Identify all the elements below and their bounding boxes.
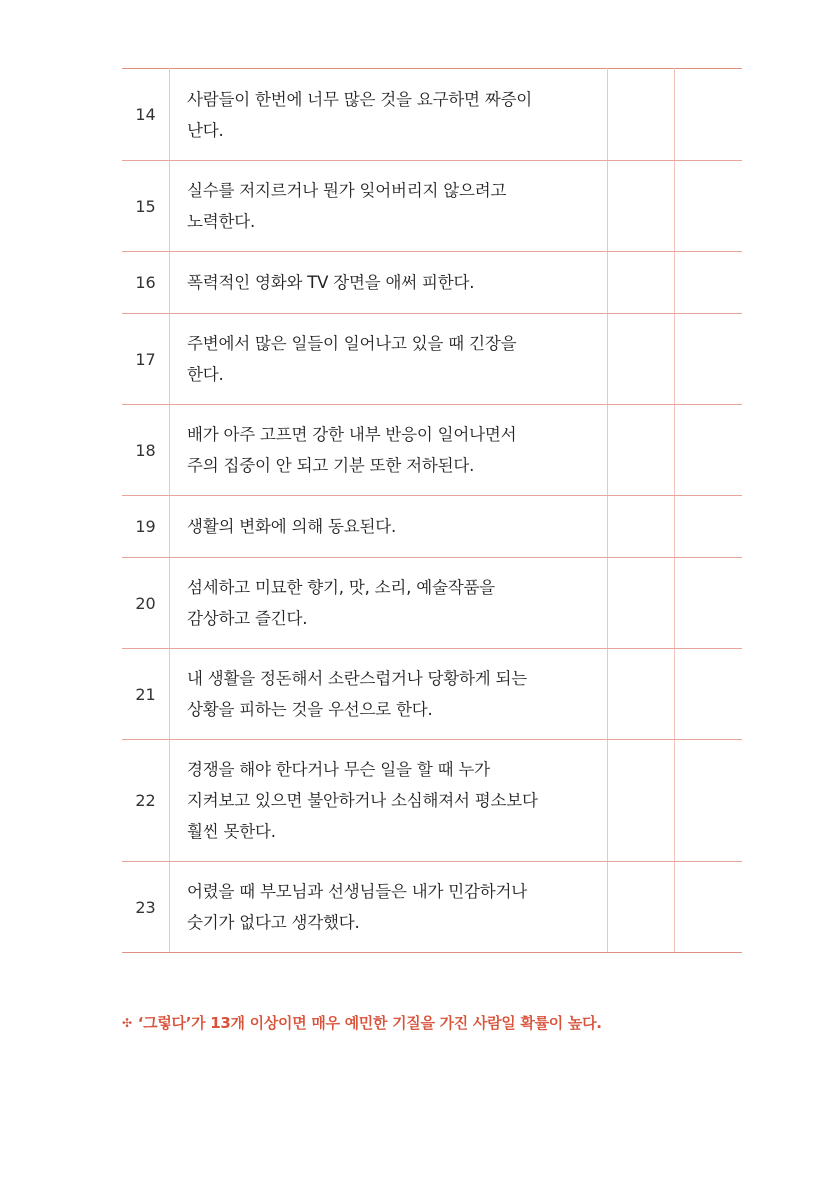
statement-line: 배가 아주 고프면 강한 내부 반응이 일어나면서 <box>187 425 517 444</box>
item-statement <box>170 558 608 649</box>
statement-line: 생활의 변화에 의해 동요된다. <box>187 517 397 536</box>
answer-cell-no[interactable] <box>675 161 743 252</box>
table-row <box>122 252 742 314</box>
item-number: 21 <box>122 649 170 740</box>
answer-cell-no[interactable] <box>675 69 743 161</box>
statement-line: 난다. <box>187 120 224 140</box>
answer-cell-yes[interactable] <box>608 649 675 740</box>
item-statement <box>170 161 608 252</box>
item-number: 18 <box>122 405 170 496</box>
answer-cell-yes[interactable] <box>608 161 675 252</box>
answer-cell-no[interactable] <box>675 649 743 740</box>
statement-line: 주의 집중이 안 되고 기분 또한 저하된다. <box>187 456 475 475</box>
item-number: 23 <box>122 862 170 953</box>
statement-line: 주변에서 많은 일들이 일어나고 있을 때 긴장을 <box>187 334 517 353</box>
item-number: 20 <box>122 558 170 649</box>
scoring-footnote <box>122 1012 602 1033</box>
table-row <box>122 314 742 405</box>
answer-cell-yes[interactable] <box>608 405 675 496</box>
answer-cell-yes[interactable] <box>608 314 675 405</box>
table-row <box>122 496 742 558</box>
answer-cell-no[interactable] <box>675 558 743 649</box>
statement-line: 실수를 저지르거나 뭔가 잊어버리지 않으려고 <box>187 181 507 200</box>
footnote-text: ‘그렇다’가 13개 이상이면 매우 예민한 기질을 가진 사람일 확률이 높다. <box>137 1014 602 1032</box>
statement-line: 섬세하고 미묘한 향기, 맛, 소리, 예술작품을 <box>187 578 495 597</box>
item-number: 19 <box>122 496 170 558</box>
footnote-mark-icon: ✣ <box>122 1016 132 1030</box>
table-row <box>122 405 742 496</box>
item-number: 16 <box>122 252 170 314</box>
item-statement <box>170 252 608 314</box>
table-row <box>122 649 742 740</box>
questionnaire-body <box>122 69 742 953</box>
statement-line: 폭력적인 영화와 TV 장면을 애써 피한다. <box>187 273 475 292</box>
item-number: 17 <box>122 314 170 405</box>
statement-line: 숫기가 없다고 생각했다. <box>187 913 360 932</box>
statement-line: 내 생활을 정돈해서 소란스럽거나 당황하게 되는 <box>187 669 528 688</box>
item-statement <box>170 862 608 953</box>
item-statement <box>170 496 608 558</box>
answer-cell-no[interactable] <box>675 314 743 405</box>
item-number: 22 <box>122 740 170 862</box>
item-statement <box>170 649 608 740</box>
answer-cell-yes[interactable] <box>608 252 675 314</box>
statement-line: 감상하고 즐긴다. <box>187 609 308 628</box>
statement-line: 훨씬 못한다. <box>187 822 276 841</box>
answer-cell-yes[interactable] <box>608 496 675 558</box>
item-number: 15 <box>122 161 170 252</box>
answer-cell-no[interactable] <box>675 405 743 496</box>
statement-line: 상황을 피하는 것을 우선으로 한다. <box>187 700 433 719</box>
answer-cell-yes[interactable] <box>608 69 675 161</box>
statement-line: 지켜보고 있으면 불안하거나 소심해져서 평소보다 <box>187 791 538 810</box>
table-row <box>122 161 742 252</box>
answer-cell-yes[interactable] <box>608 740 675 862</box>
questionnaire-table <box>122 68 742 953</box>
answer-cell-yes[interactable] <box>608 862 675 953</box>
item-statement <box>170 69 608 161</box>
answer-cell-no[interactable] <box>675 740 743 862</box>
item-statement <box>170 740 608 862</box>
table-row <box>122 740 742 862</box>
statement-line: 어렸을 때 부모님과 선생님들은 내가 민감하거나 <box>187 882 528 901</box>
statement-line: 노력한다. <box>187 212 256 231</box>
answer-cell-no[interactable] <box>675 862 743 953</box>
statement-line: 한다. <box>187 365 224 384</box>
table-row <box>122 69 742 161</box>
item-statement <box>170 314 608 405</box>
item-statement <box>170 405 608 496</box>
statement-line: 경쟁을 해야 한다거나 무슨 일을 할 때 누가 <box>187 760 490 779</box>
item-number: 14 <box>122 69 170 161</box>
answer-cell-yes[interactable] <box>608 558 675 649</box>
answer-cell-no[interactable] <box>675 252 743 314</box>
table-row <box>122 862 742 953</box>
table-row <box>122 558 742 649</box>
answer-cell-no[interactable] <box>675 496 743 558</box>
statement-line: 사람들이 한번에 너무 많은 것을 요구하면 짜증이 <box>187 89 533 109</box>
